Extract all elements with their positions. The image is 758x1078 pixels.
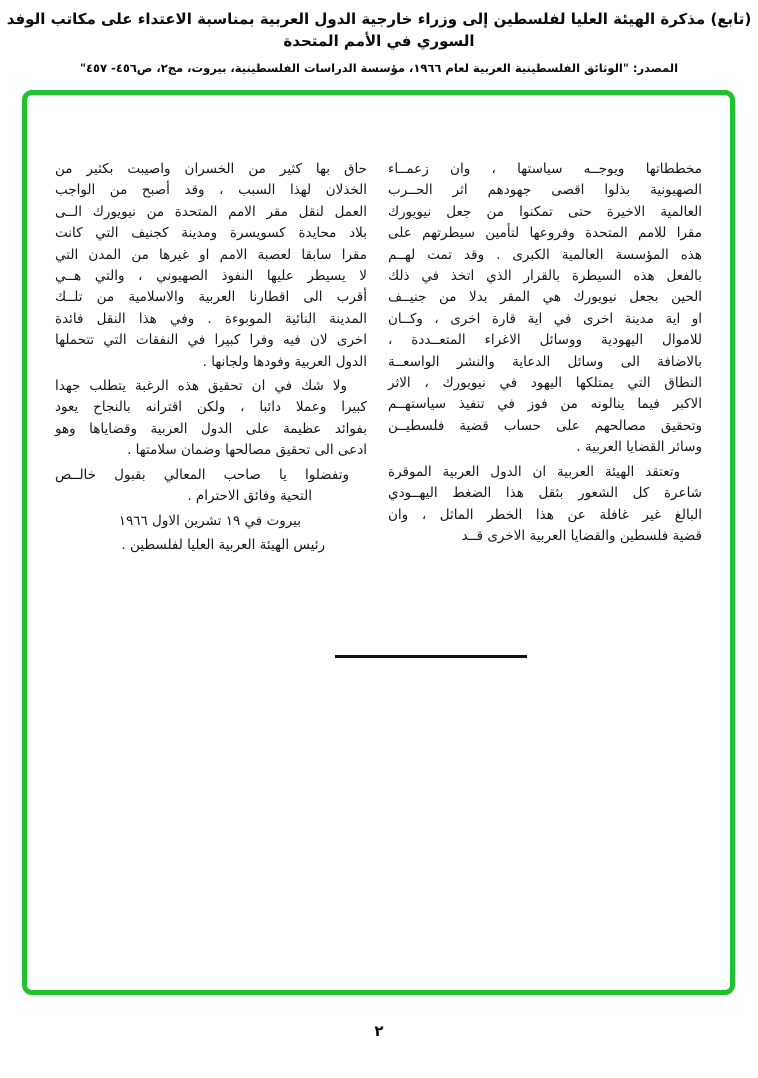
document-source: المصدر: "الوثائق الفلسطينية العربية لعام ١٩٦٦، مؤسسة الدراسات الفلسطينية، بيروت، مج٢، ص٤٥٦- ٤٥٧" — [79, 61, 679, 75]
text-line: الخذلان لهذا السبب ، وقد أصبح من الواجب — [55, 182, 367, 199]
paragraph — [55, 511, 367, 532]
text-line: النطاق التي يمتلكها اليهود في نيويورك ، الاثر — [388, 375, 702, 392]
text-line: الدول العربية وفودها ولجانها . — [202, 353, 367, 370]
text-line: للاموال اليهودية ووسائل الاغراء المتعــددة ، — [388, 332, 702, 349]
text-line: بلاد محايدة كسويسرة ومدينة كجنيف التي كانت — [55, 225, 367, 242]
text-line: مقرا للامم المتحدة وفروعها لتأمين سيطرتهم على — [388, 225, 702, 242]
text-line: وتعتقد الهيئة العربية ان الدول العربية الموقرة — [388, 463, 680, 480]
text-line: لا يسيطر عليها النفوذ الصهيوني ، والتي هــي — [55, 268, 367, 285]
text-line: كبيرا وعملا دائبا ، ولكن اقترانه بالنجاح يعود — [55, 399, 367, 416]
paragraph — [388, 462, 702, 548]
text-line: العالمية الاخيرة حتى تمكنوا من جعل نيويورك — [388, 203, 702, 220]
text-line: الحين بجعل نيويورك هي المقر بدلا من جنيــف — [388, 289, 702, 306]
text-line: الاكبر فيما ينالونه من فوز في تنفيذ سياستهــم — [388, 396, 702, 413]
text-line: حاق بها كثير من الخسران واصيبت بكثير من — [55, 161, 367, 177]
paragraph — [55, 159, 367, 373]
text-line: وتفضلوا يا صاحب المعالي بقبول خالــص — [55, 466, 349, 483]
text-line: ادعى الى تحقيق مصالحها وضمان سلامتها . — [127, 442, 367, 459]
text-line: العمل لنقل مقر الامم المتحدة من نيويورك الــى — [55, 203, 367, 220]
text-line: قضية فلسطين والقضايا العربية الاخرى قــد — [461, 527, 702, 544]
paragraph — [55, 465, 367, 508]
text-line: اخرى لان فيه وفرا كبيرا في النفقات التي تتحملها — [55, 332, 367, 349]
text-line: الصهيونية بذلوا اقصى جهودهم اثر الحــرب — [388, 182, 702, 199]
text-line: وسائر القضايا العربية . — [576, 439, 702, 456]
text-line: هذه المؤسسة العالمية الكبرى . وقد تمت لهــم — [388, 246, 702, 263]
document-title: (تابع) مذكرة الهيئة العليا لفلسطين إلى وزراء خارجية الدول العربية بمناسبة الاعتداء على مكاتب الوفد السوري في الأمم المتحدة — [6, 10, 752, 50]
document-frame — [22, 90, 735, 995]
section-divider-line — [335, 655, 527, 658]
text-line: البالغ غير غافلة عن هذا الخطر الماثل ، وان — [388, 506, 702, 523]
paragraph — [388, 159, 702, 459]
page-number: ٢ — [374, 1022, 384, 1040]
text-line: رئيس الهيئة العربية العليا لفلسطين . — [121, 536, 325, 553]
text-line: مخططاتها ويوجــه سياستها ، وان زعمــاء — [388, 161, 702, 177]
text-line: المدينة النائية الموبوءة . وفي هذا النقل فائدة — [55, 310, 367, 327]
text-column-left — [55, 159, 367, 556]
text-line: بالاضافة الى وسائل الدعاية والنشر الواسعــة — [388, 353, 702, 370]
text-line: بفوائد عظيمة على الدول العربية وقضاياها وهو — [55, 420, 367, 437]
text-line: وتحقيق مصالحهم على حساب قضية فلسطيــن — [388, 417, 702, 434]
text-line: او اية مدينة اخرى في اية قارة اخرى ، وكــان — [388, 310, 702, 327]
text-column-right — [388, 159, 702, 547]
text-line: مقرا سابقا لعصبة الامم او غيرها من المدن التي — [55, 246, 367, 263]
text-line: أقرب الى اقطارنا العربية والاسلامية من تلــك — [55, 289, 367, 306]
text-line: شاعرة كل الشعور بثقل هذا الضغط اليهــودي — [388, 485, 702, 502]
paragraph — [55, 376, 367, 462]
text-line: ولا شك في ان تحقيق هذه الرغبة يتطلب جهدا — [55, 378, 347, 395]
text-line: التحية وفائق الاحترام . — [187, 488, 312, 505]
document-header — [0, 8, 758, 75]
paragraph — [55, 535, 367, 556]
text-line: بيروت في ١٩ تشرين الاول ١٩٦٦ — [118, 512, 301, 529]
text-line: بالفعل هذه السيطرة بالقرار الذي اتخذ في ذلك — [388, 268, 702, 285]
